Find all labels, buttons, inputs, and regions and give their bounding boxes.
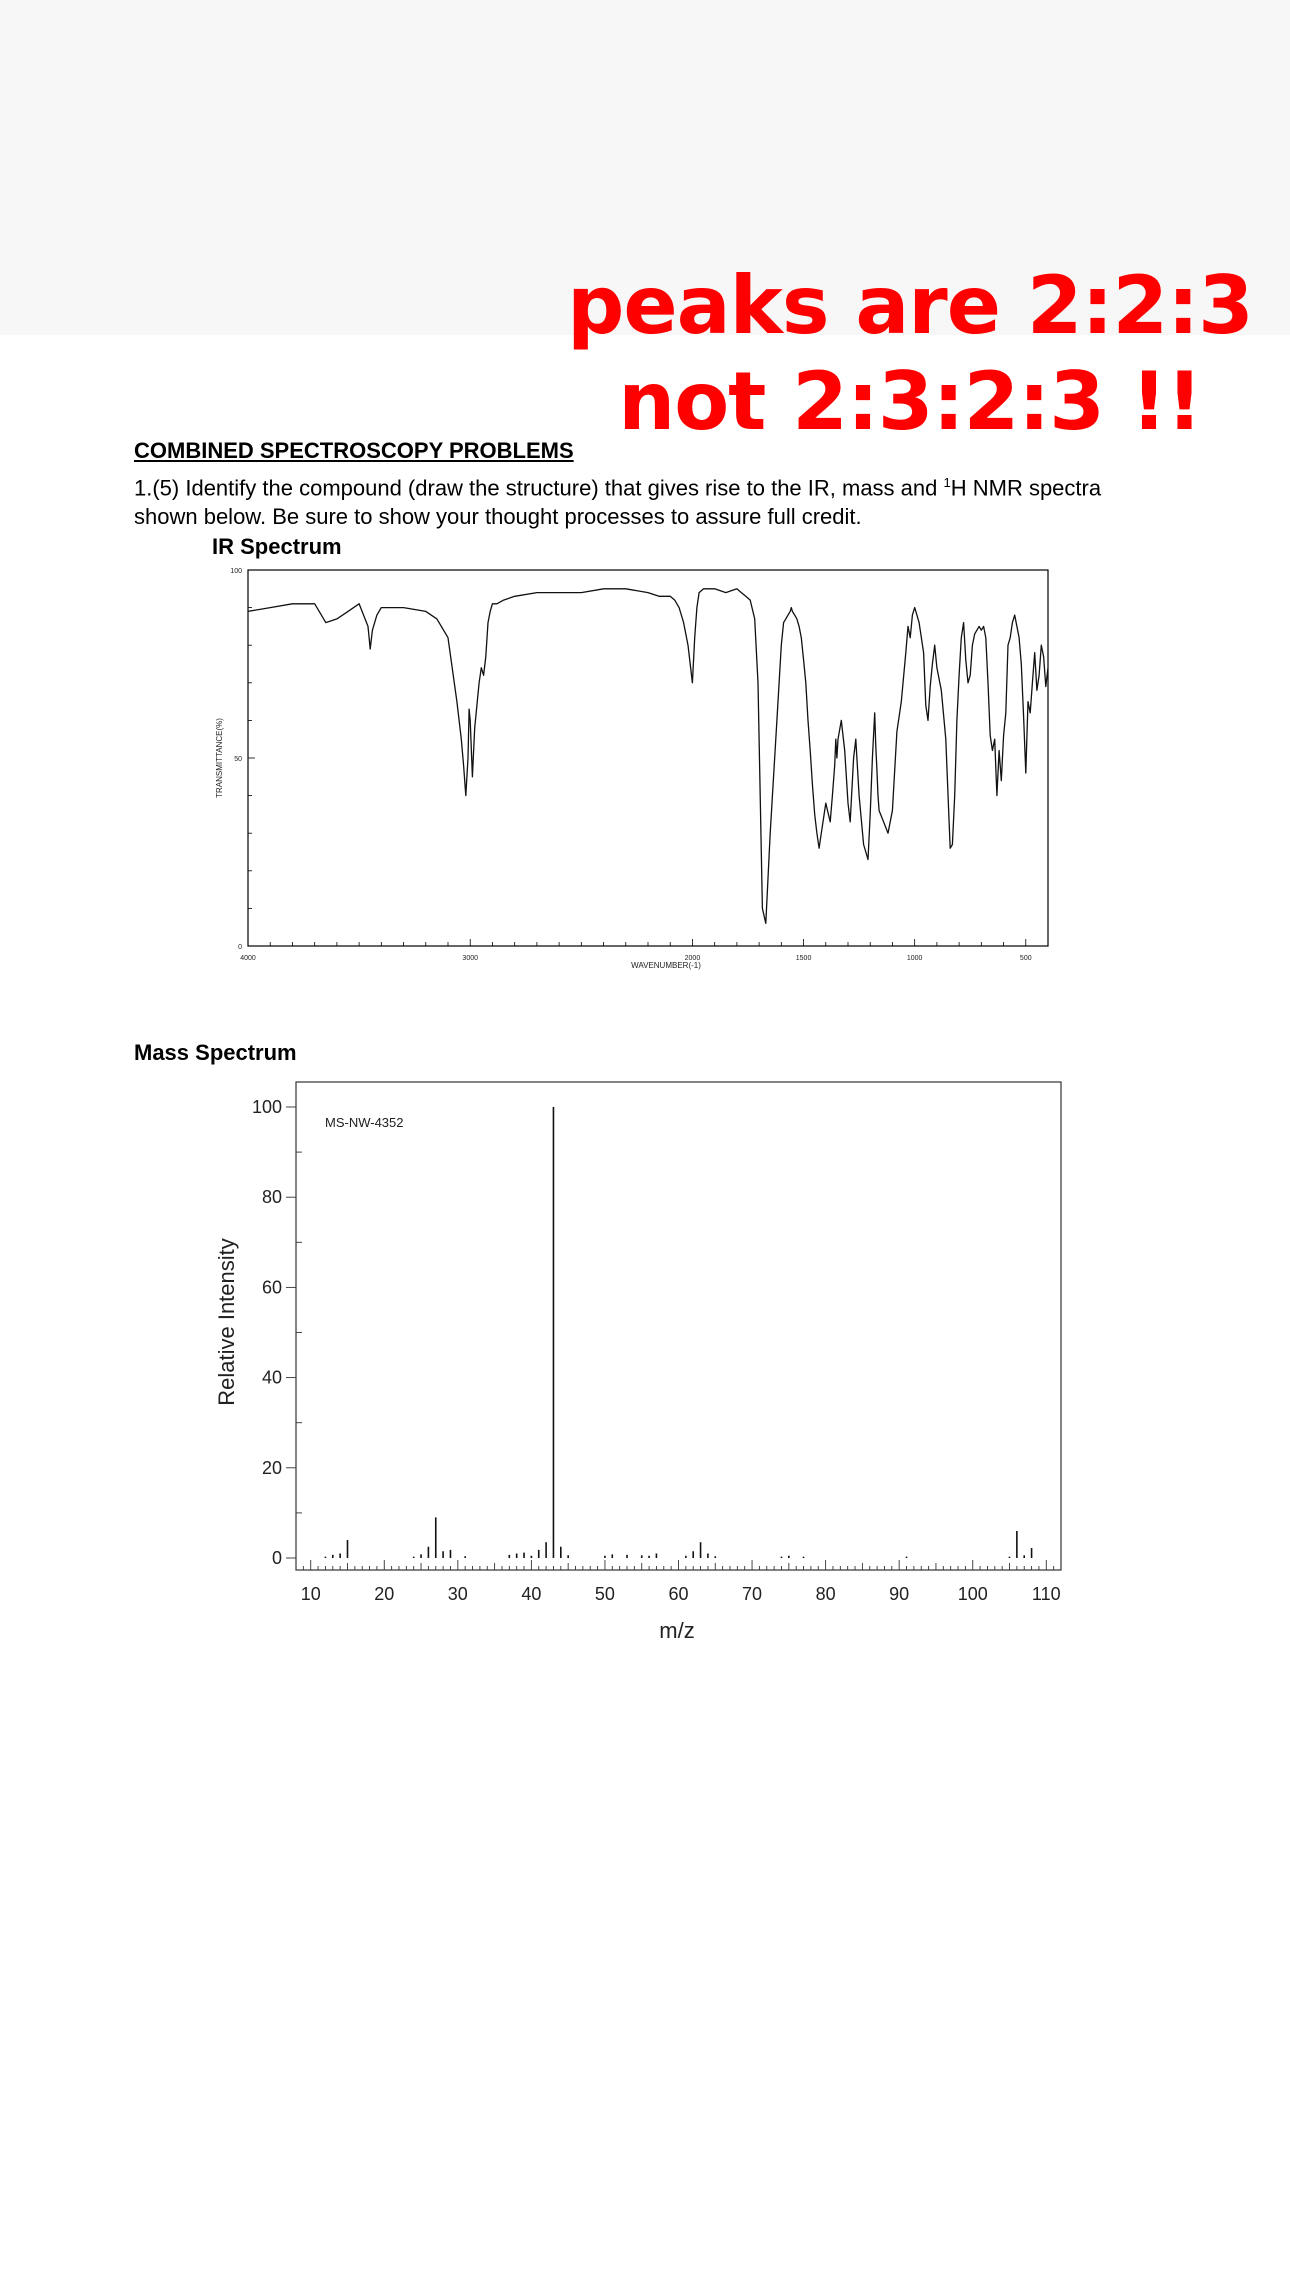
ms-x-tick-label: 40 — [521, 1584, 542, 1604]
ms-x-tick-label: 110 — [1031, 1584, 1061, 1604]
handwritten-annotation — [560, 258, 1260, 450]
ms-y-axis-label: Relative Intensity — [214, 1238, 239, 1406]
ms-plot-border — [296, 1082, 1061, 1570]
ir-x-axis-label: WAVENUMBER(-1) — [631, 961, 701, 970]
ms-y-tick-label: 60 — [261, 1277, 282, 1298]
ms-bars-group — [325, 1107, 1031, 1558]
ms-x-tick-label: 90 — [889, 1584, 910, 1604]
question-text-part2: H NMR spectra shown below. Be sure to show your thought processes to assure full credit. — [134, 475, 1102, 530]
ms-y-tick-label: 0 — [271, 1548, 282, 1568]
ms-ticks — [252, 1097, 1061, 1604]
ms-y-tick-label: 40 — [261, 1367, 282, 1388]
ir-y-tick-label: 0 — [238, 944, 242, 951]
ms-x-axis-label: m/z — [659, 1618, 695, 1643]
ms-frame — [296, 1082, 1061, 1570]
ir-curve-group — [248, 589, 1048, 924]
ir-x-tick-label: 1500 — [795, 955, 812, 962]
ir-x-tick-label: 3000 — [462, 955, 479, 962]
ir-x-tick-label: 4000 — [240, 955, 256, 962]
ms-spectrum-id-label: MS-NW-4352 — [325, 1115, 404, 1130]
annotation-line-2: not 2:3:2:3 !! — [618, 355, 1202, 448]
ms-x-tick-label: 100 — [957, 1584, 988, 1604]
ir-spectrum-chart — [0, 560, 1290, 980]
ir-y-axis-label: TRANSMITTANCE(%) — [215, 718, 224, 798]
question-text-part1: 1.(5) Identify the compound (draw the structure) that gives rise to the IR, mass and — [134, 475, 944, 501]
ir-x-tick-label: 2000 — [684, 955, 701, 962]
ms-x-tick-label: 50 — [594, 1584, 615, 1604]
ms-x-tick-label: 60 — [668, 1584, 689, 1604]
ms-x-tick-label: 30 — [447, 1584, 468, 1604]
ir-ticks — [230, 568, 1048, 962]
ir-spectrum-line — [248, 589, 1048, 924]
ms-section-title: Mass Spectrum — [134, 1040, 297, 1065]
ir-y-tick-label: 50 — [234, 756, 242, 763]
ms-x-tick-label: 70 — [742, 1584, 763, 1604]
ir-x-tick-label: 1000 — [906, 955, 923, 962]
ms-x-tick-label: 20 — [374, 1584, 395, 1604]
ms-y-tick-label: 80 — [261, 1187, 282, 1208]
ms-y-tick-label: 100 — [251, 1097, 282, 1117]
ms-x-tick-label: 10 — [300, 1584, 321, 1604]
mass-spectrum-chart — [0, 1060, 1290, 1660]
question-text — [134, 468, 1134, 531]
ir-y-tick-label: 100 — [230, 568, 242, 575]
ir-x-tick-label: 500 — [1019, 955, 1032, 962]
document-heading: COMBINED SPECTROSCOPY PROBLEMS — [134, 438, 574, 463]
annotation-line-1: peaks are 2:2:3 — [567, 259, 1253, 352]
ms-y-tick-label: 20 — [261, 1457, 282, 1478]
ir-section-title: IR Spectrum — [212, 534, 342, 559]
ms-x-tick-label: 80 — [815, 1584, 836, 1604]
question-superscript: 1 — [943, 475, 951, 490]
